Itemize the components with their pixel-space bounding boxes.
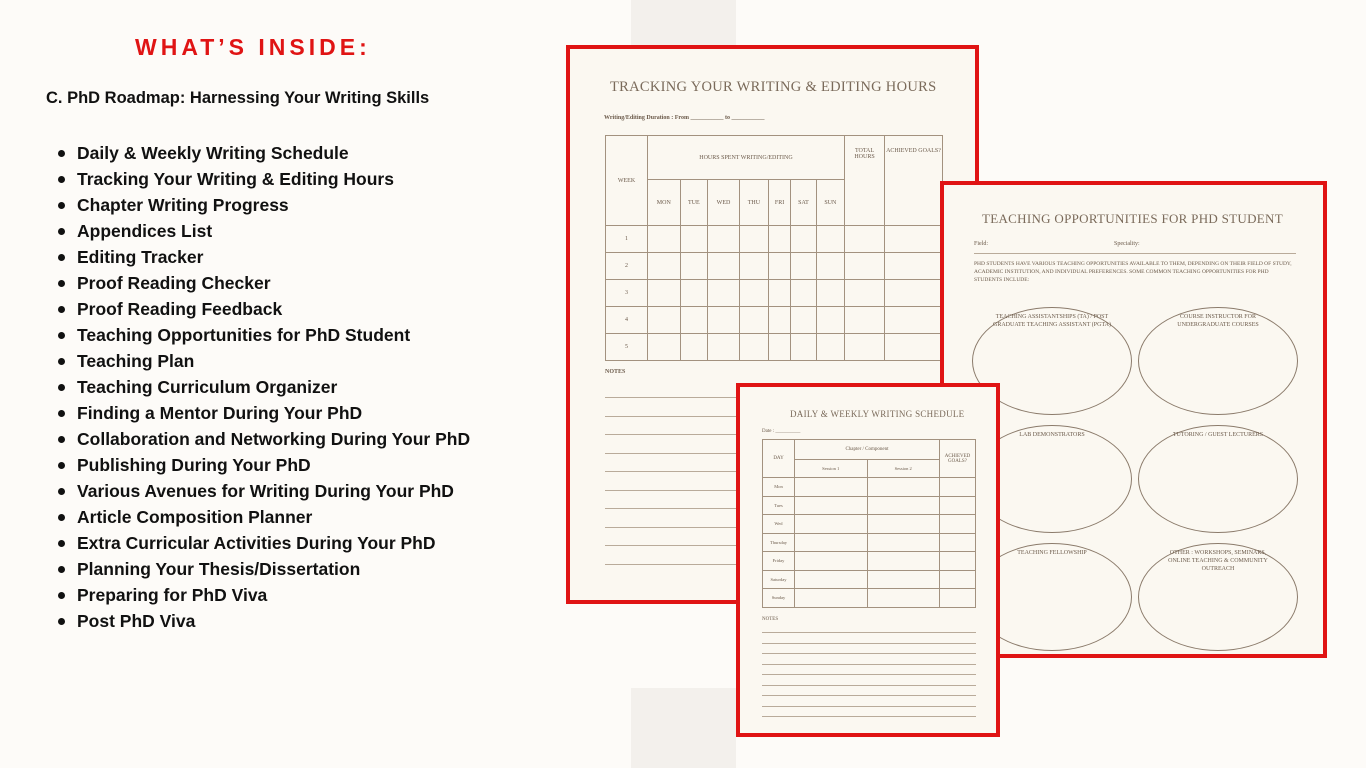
day-column-header: MON [648,180,681,226]
contents-list-item [58,270,470,296]
field-label: Field: [974,241,989,247]
contents-list-item [58,374,470,400]
table-row [606,253,943,280]
table-cell [816,253,844,280]
hours-header: HOURS SPENT WRITING/EDITING [648,136,845,180]
table-cell [680,307,708,334]
day-column-header: TUE [680,180,708,226]
table-cell [791,334,816,361]
week-number: 3 [606,280,648,307]
table-row [763,533,976,552]
contents-item-label: Publishing During Your PhD [77,455,311,475]
table-cell [795,478,868,497]
note-line [762,674,976,675]
bullet-icon [58,566,65,573]
table-cell [940,478,976,497]
day-name: Sunday [763,589,795,608]
table-cell [739,253,768,280]
contents-item-label: Teaching Plan [77,351,195,371]
contents-item-label: Daily & Weekly Writing Schedule [77,143,349,163]
teaching-sheet-title: TEACHING OPPORTUNITIES FOR PHD STUDENT [982,211,1283,226]
table-cell [867,589,940,608]
table-cell [768,307,790,334]
week-header: WEEK [606,136,648,226]
table-cell [648,226,681,253]
table-cell [708,307,740,334]
bullet-icon [58,228,65,235]
table-cell [885,253,943,280]
contents-list [58,140,470,634]
bullet-icon [58,150,65,157]
table-cell [795,533,868,552]
contents-list-item [58,244,470,270]
bullet-icon [58,592,65,599]
bullet-icon [58,540,65,547]
opportunity-label: OTHER : WORKSHOPS, SEMINARS, ONLINE TEACHING & COMMUNITY OUTREACH [1168,550,1268,572]
daily-achieved-header: ACHIEVED GOALS? [940,440,976,478]
table-cell [867,570,940,589]
contents-item-label: Article Composition Planner [77,507,313,527]
background-stripe-top [631,0,736,45]
contents-item-label: Various Avenues for Writing During Your PhD [77,481,454,501]
day-column-header: SUN [816,180,844,226]
table-cell [739,280,768,307]
table-cell [845,253,885,280]
contents-list-item [58,504,470,530]
daily-notes-label: NOTES [762,617,779,622]
daily-table [762,439,976,608]
table-row [763,515,976,534]
table-cell [885,307,943,334]
table-cell [867,515,940,534]
contents-item-label: Extra Curricular Activities During Your PhD [77,533,436,553]
day-name: Thursday [763,533,795,552]
table-cell [845,334,885,361]
contents-item-label: Proof Reading Checker [77,273,271,293]
table-cell [648,253,681,280]
tracking-table [605,135,943,361]
day-header: DAY [763,440,795,478]
table-cell [940,589,976,608]
session-1-header: Session 1 [795,460,868,478]
contents-list-item [58,608,470,634]
table-cell [768,280,790,307]
contents-item-label: Planning Your Thesis/Dissertation [77,559,361,579]
contents-item-label: Finding a Mentor During Your PhD [77,403,363,423]
table-cell [680,334,708,361]
table-cell [885,226,943,253]
opportunity-label: LAB DEMONSTRATORS [1019,432,1085,438]
note-line [762,632,976,633]
daily-date: Date : __________ [762,429,801,434]
table-cell [708,226,740,253]
contents-list-item [58,530,470,556]
contents-item-label: Post PhD Viva [77,611,196,631]
table-cell [940,515,976,534]
table-row [606,307,943,334]
table-cell [795,589,868,608]
note-line [762,685,976,686]
day-column-header: FRI [768,180,790,226]
contents-item-label: Teaching Curriculum Organizer [77,377,338,397]
day-column-header: WED [708,180,740,226]
bullet-icon [58,254,65,261]
background-stripe-bottom [631,688,736,768]
bullet-icon [58,176,65,183]
bullet-icon [58,436,65,443]
table-cell [708,280,740,307]
table-cell [768,226,790,253]
contents-list-item [58,296,470,322]
tracking-duration: Writing/Editing Duration : From ___________ to ___________ [604,115,765,121]
chapter-header: Chapter / Component [795,440,940,460]
day-name: Mon [763,478,795,497]
contents-list-item [58,166,470,192]
bullet-icon [58,514,65,521]
table-cell [867,496,940,515]
table-cell [816,307,844,334]
bullet-icon [58,332,65,339]
table-row [606,280,943,307]
note-line [762,643,976,644]
table-cell [791,226,816,253]
tracking-sheet-title: TRACKING YOUR WRITING & EDITING HOURS [610,79,937,95]
bullet-icon [58,488,65,495]
section-subtitle: C. PhD Roadmap: Harnessing Your Writing Skills [46,89,430,107]
table-cell [845,226,885,253]
total-header: TOTAL HOURS [845,136,885,226]
day-column-header: THU [739,180,768,226]
contents-list-item [58,478,470,504]
section-heading: WHAT’S INSIDE: [135,34,371,60]
day-name: Friday [763,552,795,571]
table-row [763,589,976,608]
contents-item-label: Tracking Your Writing & Editing Hours [77,169,394,189]
table-cell [885,334,943,361]
table-row [763,496,976,515]
week-number: 2 [606,253,648,280]
opportunity-label: TEACHING ASSISTANTSHIPS (TA) / POST GRADUATE TEACHING ASSISTANT (PGTA) [993,314,1111,328]
table-row [763,570,976,589]
bullet-icon [58,410,65,417]
table-cell [680,280,708,307]
bullet-icon [58,618,65,625]
contents-list-item [58,322,470,348]
table-cell [795,515,868,534]
table-cell [940,533,976,552]
table-cell [845,280,885,307]
note-line [762,653,976,654]
contents-list-item [58,400,470,426]
contents-list-item [58,426,470,452]
contents-list-item [58,582,470,608]
table-cell [885,280,943,307]
table-cell [940,570,976,589]
contents-item-label: Preparing for PhD Viva [77,585,268,605]
table-cell [791,253,816,280]
contents-item-label: Proof Reading Feedback [77,299,283,319]
field-underline [974,253,1296,254]
table-cell [648,280,681,307]
table-cell [795,570,868,589]
contents-list-item [58,348,470,374]
table-cell [680,253,708,280]
bullet-icon [58,384,65,391]
opportunity-label: TUTORING / GUEST LECTURERS [1172,432,1264,438]
table-cell [791,307,816,334]
session-2-header: Session 2 [867,460,940,478]
table-cell [680,226,708,253]
note-line [762,695,976,696]
table-cell [768,334,790,361]
note-line [762,716,976,717]
achieved-header: ACHIEVED GOALS? [885,136,943,226]
table-cell [940,552,976,571]
table-row [606,334,943,361]
daily-schedule-sheet [736,383,1000,737]
week-number: 4 [606,307,648,334]
bullet-icon [58,280,65,287]
contents-item-label: Appendices List [77,221,213,241]
opportunity-label: COURSE INSTRUCTOR FOR UNDERGRADUATE COURSES [1177,314,1259,328]
opportunity-label: TEACHING FELLOWSHIP [1017,550,1087,556]
table-cell [648,307,681,334]
bullet-icon [58,202,65,209]
week-number: 1 [606,226,648,253]
table-cell [940,496,976,515]
table-cell [791,280,816,307]
table-cell [867,533,940,552]
contents-item-label: Editing Tracker [77,247,204,267]
table-cell [816,334,844,361]
contents-list-item [58,192,470,218]
speciality-label: Speciality: [1114,241,1140,247]
table-row [763,478,976,497]
bullet-icon [58,462,65,469]
opportunity-oval [1138,425,1298,533]
teaching-intro: PHD STUDENTS HAVE VARIOUS TEACHING OPPORTUNITIES AVAILABLE TO THEM, DEPENDING ON THEIR FIELD OF STUDY, ACADEMIC INSTITUTION, AND INDIVIDUAL PREFERENCES. SOME COMMON TEACHING OPPORTUNITIES FOR PHD STUDENTS INCLUDE: [974,261,1292,283]
table-cell [739,334,768,361]
table-cell [739,226,768,253]
table-cell [768,253,790,280]
contents-list-item [58,452,470,478]
contents-item-label: Collaboration and Networking During Your PhD [77,429,471,449]
day-column-header: SAT [791,180,816,226]
table-row [606,226,943,253]
note-line [762,706,976,707]
table-cell [795,496,868,515]
table-cell [708,253,740,280]
table-cell [816,280,844,307]
table-cell [867,552,940,571]
table-cell [867,478,940,497]
daily-sheet-title: DAILY & WEEKLY WRITING SCHEDULE [790,409,965,419]
week-number: 5 [606,334,648,361]
day-name: Wed [763,515,795,534]
table-cell [816,226,844,253]
contents-list-item [58,556,470,582]
note-line [762,664,976,665]
bullet-icon [58,306,65,313]
day-name: Tues [763,496,795,515]
contents-item-label: Chapter Writing Progress [77,195,289,215]
table-cell [648,334,681,361]
day-name: Saturday [763,570,795,589]
table-row [763,552,976,571]
contents-list-item [58,218,470,244]
table-cell [845,307,885,334]
contents-item-label: Teaching Opportunities for PhD Student [77,325,411,345]
table-cell [708,334,740,361]
tracking-notes-label: NOTES [605,369,626,375]
table-cell [739,307,768,334]
bullet-icon [58,358,65,365]
table-cell [795,552,868,571]
contents-list-item [58,140,470,166]
